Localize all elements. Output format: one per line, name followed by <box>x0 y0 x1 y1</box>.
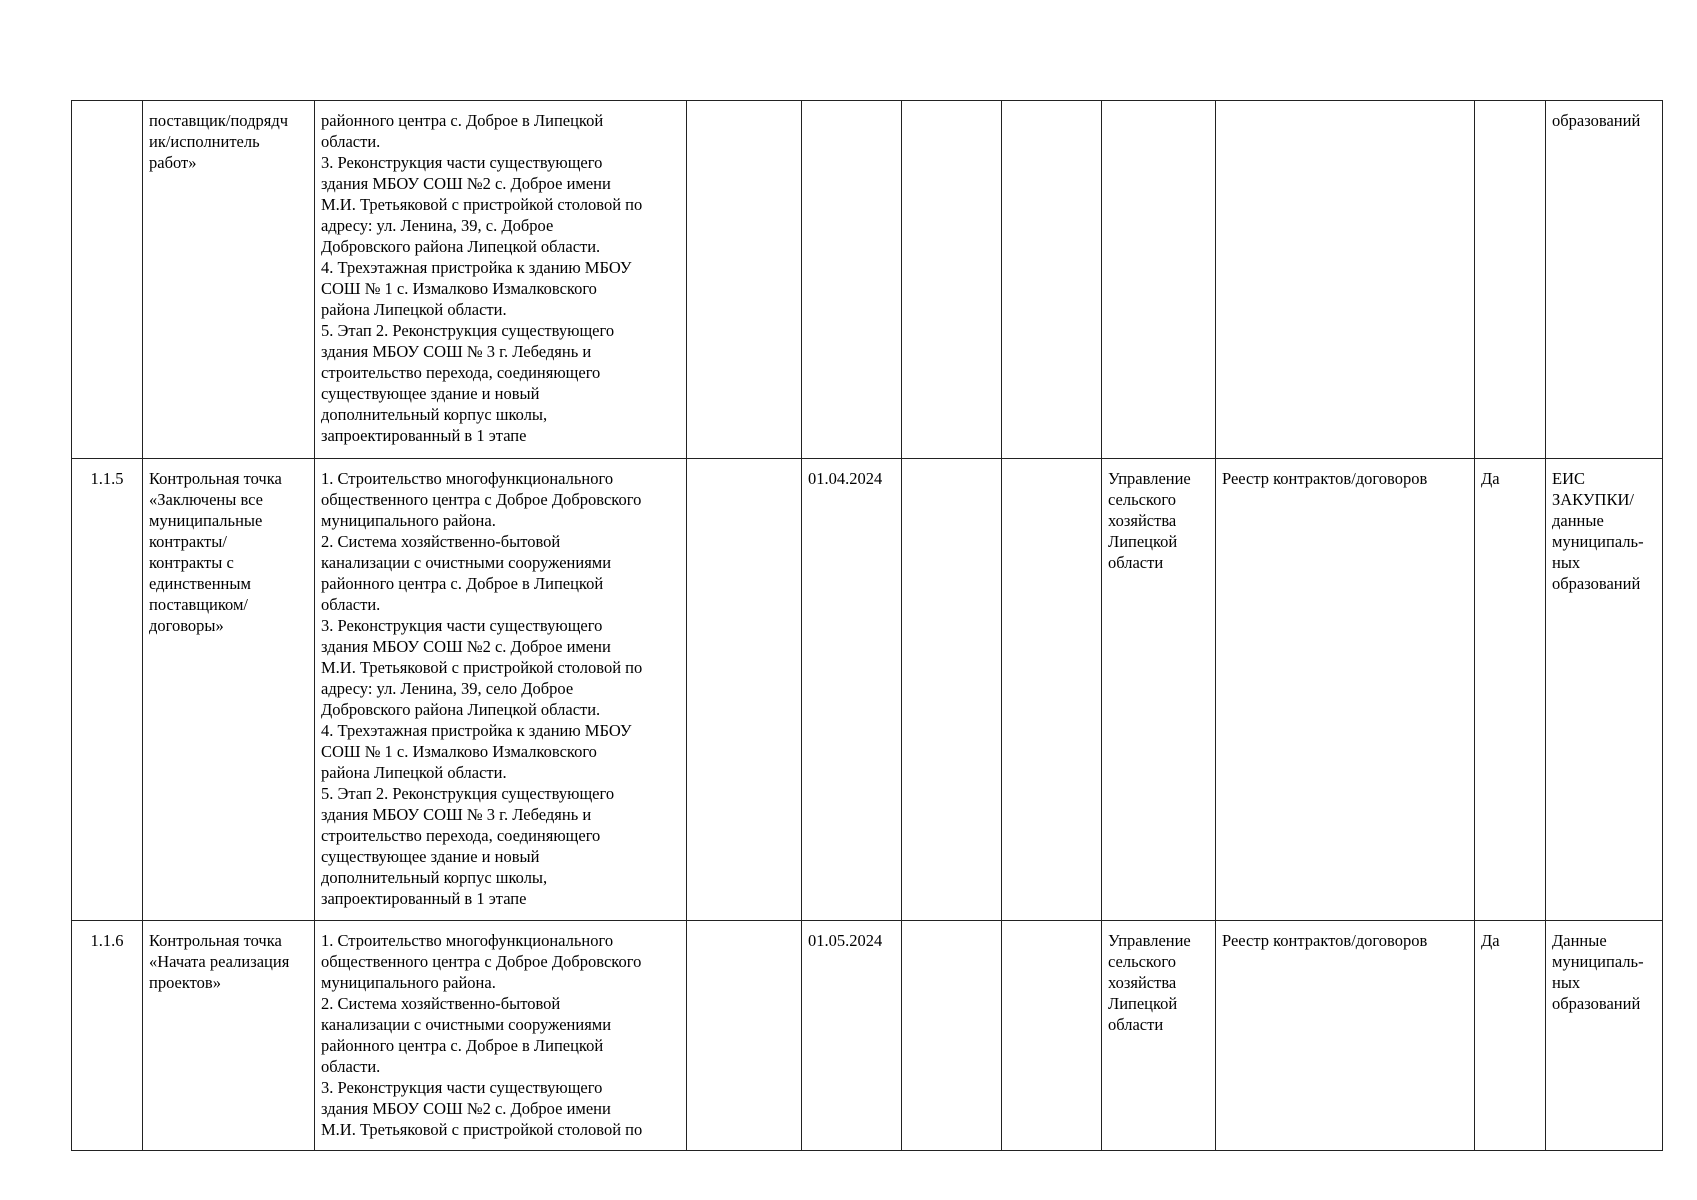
cell-control-point-name: поставщик/подрядч ик/исполнитель работ» <box>143 101 315 459</box>
cell-control-point-name: Контрольная точка «Начата реализация проектов» <box>143 921 315 1151</box>
cell-empty <box>687 921 802 1151</box>
cell-objects: 1. Строительство многофункционального общественного центра с Доброе Добровского муниципального района. 2. Система хозяйственно-бытовой канализации с очистными сооружениями районного центра с. Доброе в Липецкой области. 3. Реконструкция части существующего здания МБОУ СОШ №2 с. Доброе имени М.И. Третьяковой с пристройкой столовой по <box>315 921 687 1151</box>
table-row <box>72 921 1663 1151</box>
cell-number <box>72 101 143 459</box>
cell-number: 1.1.5 <box>72 459 143 921</box>
cell-objects: районного центра с. Доброе в Липецкой области. 3. Реконструкция части существующего здания МБОУ СОШ №2 с. Доброе имени М.И. Третьяковой с пристройкой столовой по адресу: ул. Ленина, 39, с. Доброе Добровского района Липецкой области. 4. Трехэтажная пристройка к зданию МБОУ СОШ № 1 с. Измалково Измалковского района Липецкой области. 5. Этап 2. Реконструкция существующего здания МБОУ СОШ № 3 г. Лебедянь и строительство перехода, соединяющего существующее здание и новый дополнительный корпус школы, запроектированный в 1 этапе <box>315 101 687 459</box>
cell-responsible <box>1102 101 1216 459</box>
cell-empty <box>902 101 1002 459</box>
cell-document <box>1216 101 1475 459</box>
cell-document: Реестр контрактов/договоров <box>1216 459 1475 921</box>
cell-source: образований <box>1546 101 1663 459</box>
cell-date <box>802 101 902 459</box>
table-row <box>72 101 1663 459</box>
cell-objects: 1. Строительство многофункционального общественного центра с Доброе Добровского муниципального района. 2. Система хозяйственно-бытовой канализации с очистными сооружениями районного центра с. Доброе в Липецкой области. 3. Реконструкция части существующего здания МБОУ СОШ №2 с. Доброе имени М.И. Третьяковой с пристройкой столовой по адресу: ул. Ленина, 39, село Доброе Добровского района Липецкой области. 4. Трехэтажная пристройка к зданию МБОУ СОШ № 1 с. Измалково Измалковского района Липецкой области. 5. Этап 2. Реконструкция существующего здания МБОУ СОШ № 3 г. Лебедянь и строительство перехода, соединяющего существующее здание и новый дополнительный корпус школы, запроектированный в 1 этапе <box>315 459 687 921</box>
cell-date: 01.05.2024 <box>802 921 902 1151</box>
cell-empty <box>687 101 802 459</box>
cell-flag: Да <box>1475 921 1546 1151</box>
cell-empty <box>902 459 1002 921</box>
cell-empty <box>1002 921 1102 1151</box>
cell-date: 01.04.2024 <box>802 459 902 921</box>
cell-empty <box>1002 101 1102 459</box>
cell-responsible: Управление сельского хозяйства Липецкой области <box>1102 921 1216 1151</box>
cell-control-point-name: Контрольная точка «Заключены все муниципальные контракты/ контракты с единственным поставщиком/ договоры» <box>143 459 315 921</box>
cell-empty <box>687 459 802 921</box>
cell-flag: Да <box>1475 459 1546 921</box>
cell-source: Данные муниципаль- ных образований <box>1546 921 1663 1151</box>
table-row <box>72 459 1663 921</box>
cell-empty <box>1002 459 1102 921</box>
cell-document: Реестр контрактов/договоров <box>1216 921 1475 1151</box>
control-points-table <box>71 100 1663 1151</box>
cell-flag <box>1475 101 1546 459</box>
cell-responsible: Управление сельского хозяйства Липецкой области <box>1102 459 1216 921</box>
cell-number: 1.1.6 <box>72 921 143 1151</box>
cell-source: ЕИС ЗАКУПКИ/ данные муниципаль- ных образований <box>1546 459 1663 921</box>
cell-empty <box>902 921 1002 1151</box>
